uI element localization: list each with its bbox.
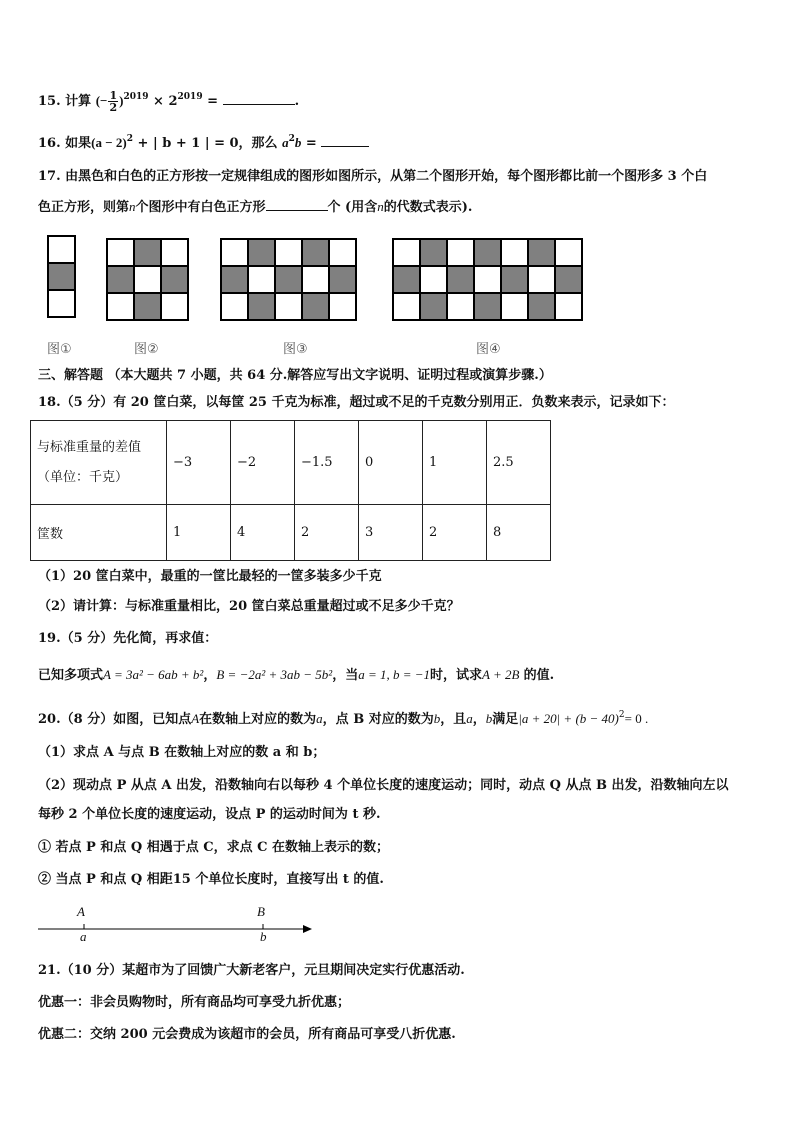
pattern-square <box>248 239 275 266</box>
pattern-square <box>501 293 528 320</box>
pattern-square <box>420 266 447 293</box>
weight-table <box>30 420 551 561</box>
question-20-sub-1: ① 若点 P 和点 Q 相遇于点 C，求点 C 在数轴上表示的数； <box>38 840 390 855</box>
pattern-square <box>134 239 161 266</box>
pattern-square <box>528 293 555 320</box>
question-20-part2-line2: 每秒 2 个单位长度的速度运动，设点 P 的运动时间为 t 秒. <box>38 807 381 822</box>
point-A-label: A <box>77 904 85 919</box>
pattern-square <box>447 266 474 293</box>
pattern-square <box>420 239 447 266</box>
question-21-offer1: 优惠一：非会员购物时，所有商品均可享受九折优惠； <box>38 995 351 1010</box>
pattern-square <box>275 266 302 293</box>
pattern-square <box>501 239 528 266</box>
section-heading: 三、解答题 （本大题共 7 小题，共 64 分.解答应写出文字说明、证明过程或演算步骤.） <box>38 368 552 383</box>
pattern-square <box>555 293 582 320</box>
pattern-square <box>528 239 555 266</box>
pattern-square <box>134 266 161 293</box>
arrow-icon <box>303 925 312 933</box>
fraction: $\frac{1}{2}$ <box>109 89 118 114</box>
pattern-square <box>302 266 329 293</box>
pattern-square <box>528 266 555 293</box>
pattern-square <box>221 293 248 320</box>
question-20: 20.（8 分）如图，已知点A在数轴上对应的数为a，点 B 对应的数为b，且a，b满足$|a + 20| + (b - 40)^2= 0$ . <box>38 710 649 727</box>
pattern-square <box>248 266 275 293</box>
pattern-square <box>393 239 420 266</box>
pattern-square <box>393 266 420 293</box>
pattern-square <box>302 239 329 266</box>
pattern-square <box>329 266 356 293</box>
pattern-square <box>474 266 501 293</box>
pattern-square <box>275 239 302 266</box>
table-cell: −3 <box>167 421 231 505</box>
question-16: 16. 如果$(a - 2)^2$ + | b + 1 | = 0，那么 $a^2b$ = <box>38 130 369 153</box>
pattern-square <box>48 236 75 263</box>
question-17-line1: 17. 由黑色和白色的正方形按一定规律组成的图形如图所示，从第二个图形开始，每个图形都比前一个图形多 3 个白 <box>38 169 708 184</box>
pattern-square <box>107 239 134 266</box>
pattern-square <box>447 239 474 266</box>
figure-caption-1: 图① <box>47 342 72 357</box>
figure-caption-2: 图② <box>134 342 159 357</box>
pattern-square <box>420 293 447 320</box>
pattern-square <box>48 263 75 290</box>
question-number: 15. <box>38 94 61 109</box>
figure-caption-3: 图③ <box>283 342 308 357</box>
question-19-body: 已知多项式A = 3a² − 6ab + b²，B = −2a² + 3ab − 5b²，当a = 1, b = −1时，试求A + 2B 的值. <box>38 667 555 683</box>
pattern-square <box>134 293 161 320</box>
answer-blank <box>223 92 295 105</box>
table-cell: 4 <box>231 505 295 561</box>
question-21-offer2: 优惠二：交纳 200 元会费成为该超市的会员，所有商品可享受八折优惠. <box>38 1027 456 1042</box>
pattern-square <box>48 290 75 317</box>
pattern-square <box>501 266 528 293</box>
point-b-value: b <box>260 929 267 944</box>
question-21: 21.（10 分）某超市为了回馈广大新老客户，元旦期间决定实行优惠活动. <box>38 963 465 978</box>
table-header-cell: 与标准重量的差值 （单位：千克） <box>31 421 167 505</box>
question-15: 15. 计算 (− $\frac{1}{2}$ )$^{2019} \times 2^{2019}$ = . <box>38 89 300 114</box>
pattern-square <box>555 266 582 293</box>
table-row <box>31 421 551 505</box>
pattern-square <box>248 293 275 320</box>
table-cell: −2 <box>231 421 295 505</box>
pattern-square <box>107 293 134 320</box>
answer-blank <box>266 198 328 211</box>
number-line <box>0 912 794 952</box>
pattern-square <box>393 293 420 320</box>
question-text: 计算 <box>65 94 92 109</box>
table-cell: 3 <box>359 505 423 561</box>
pattern-square <box>161 266 188 293</box>
table-header-cell: 筐数 <box>31 505 167 561</box>
question-18: 18.（5 分）有 20 筐白菜，以每筐 25 千克为标准，超过或不足的千克数分别用正．负数来表示，记录如下： <box>38 395 675 410</box>
question-18-part2: （2）请计算：与标准重量相比，20 筐白菜总重量超过或不足多少千克？ <box>38 599 460 614</box>
pattern-square <box>221 266 248 293</box>
figure-caption-4: 图④ <box>476 342 501 357</box>
pattern-square <box>555 239 582 266</box>
pattern-square <box>474 239 501 266</box>
figure-4 <box>393 239 582 320</box>
table-row <box>31 505 551 561</box>
table-cell: 1 <box>167 505 231 561</box>
figure-3 <box>221 239 356 320</box>
pattern-square <box>107 266 134 293</box>
table-cell: 2 <box>423 505 487 561</box>
question-19: 19.（5 分）先化简，再求值： <box>38 631 218 646</box>
pattern-square <box>447 293 474 320</box>
table-cell: −1.5 <box>295 421 359 505</box>
pattern-square <box>474 293 501 320</box>
question-17-line2: 色正方形，则第n个图形中有白色正方形 个 (用含n的代数式表示). <box>38 199 473 215</box>
question-20-part2-line1: （2）现动点 P 从点 A 出发，沿数轴向右以每秒 4 个单位长度的速度运动；同时，动点 Q 从点 B 出发，沿数轴向左以 <box>38 778 729 793</box>
point-B-label: B <box>257 904 265 919</box>
pattern-square <box>302 293 329 320</box>
table-cell: 1 <box>423 421 487 505</box>
table-cell: 0 <box>359 421 423 505</box>
answer-blank <box>321 134 369 147</box>
figure-1 <box>48 236 75 317</box>
point-a-value: a <box>80 929 87 944</box>
table-cell: 8 <box>487 505 551 561</box>
pattern-square <box>329 293 356 320</box>
question-20-sub-2: ② 当点 P 和点 Q 相距15 个单位长度时，直接写出 t 的值. <box>38 872 384 887</box>
pattern-square <box>221 239 248 266</box>
table-cell: 2 <box>295 505 359 561</box>
figure-2 <box>107 239 188 320</box>
pattern-square <box>329 239 356 266</box>
question-number: 16. <box>38 136 61 151</box>
table-cell: 2.5 <box>487 421 551 505</box>
pattern-square <box>275 293 302 320</box>
pattern-square <box>161 293 188 320</box>
pattern-square <box>161 239 188 266</box>
pattern-figures <box>0 233 794 333</box>
question-18-part1: （1）20 筐白菜中，最重的一筐比最轻的一筐多装多少千克 <box>38 569 382 584</box>
question-20-part1: （1）求点 A 与点 B 在数轴上对应的数 a 和 b； <box>38 745 326 760</box>
